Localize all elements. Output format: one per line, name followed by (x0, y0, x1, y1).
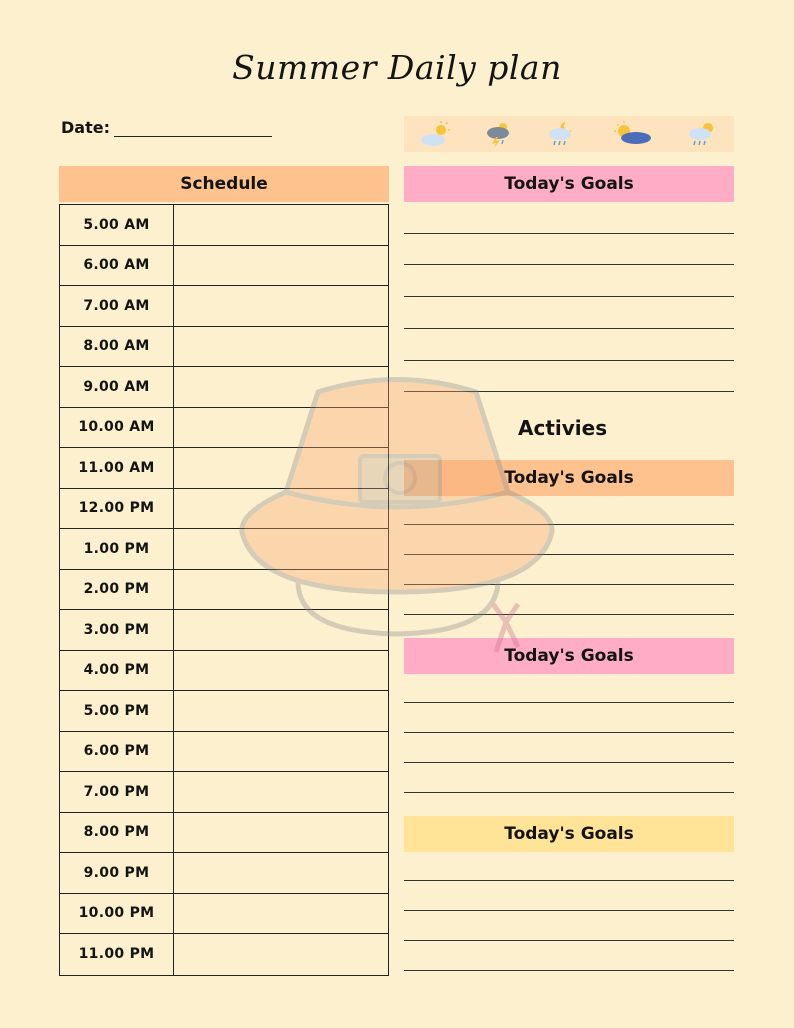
writing-line[interactable] (404, 732, 734, 733)
sun-rain-icon (682, 119, 722, 149)
goals-header-3: Today's Goals (404, 638, 734, 674)
schedule-slot[interactable] (174, 772, 388, 812)
partly-sunny-icon (416, 119, 456, 149)
schedule-slot[interactable] (174, 934, 388, 975)
sun-cloud-icon (605, 119, 659, 149)
time-label: 6.00 PM (60, 732, 174, 772)
time-label: 5.00 PM (60, 691, 174, 731)
date-label: Date: (61, 118, 110, 137)
writing-line[interactable] (404, 296, 734, 297)
night-rain-icon (542, 119, 582, 149)
schedule-row (60, 732, 388, 773)
goals-header-1: Today's Goals (404, 166, 734, 202)
date-field (61, 118, 272, 137)
schedule-header: Schedule (59, 166, 389, 202)
schedule-row (60, 205, 388, 246)
time-label: 9.00 AM (60, 367, 174, 407)
schedule-row (60, 327, 388, 368)
bucket-hat-icon (238, 372, 556, 662)
schedule-slot[interactable] (174, 853, 388, 893)
schedule-slot[interactable] (174, 894, 388, 934)
time-label: 3.00 PM (60, 610, 174, 650)
time-label: 11.00 AM (60, 448, 174, 488)
schedule-slot[interactable] (174, 691, 388, 731)
weather-strip (404, 116, 734, 152)
time-label: 10.00 AM (60, 408, 174, 448)
writing-line[interactable] (404, 762, 734, 763)
schedule-row (60, 691, 388, 732)
time-label: 12.00 PM (60, 489, 174, 529)
activities-heading: Activies (518, 416, 608, 440)
goals-header-4: Today's Goals (404, 816, 734, 852)
writing-line[interactable] (404, 233, 734, 234)
writing-line[interactable] (404, 702, 734, 703)
schedule-row (60, 286, 388, 327)
writing-line[interactable] (404, 940, 734, 941)
time-label: 4.00 PM (60, 651, 174, 691)
goals-header-2: Today's Goals (404, 460, 734, 496)
writing-line[interactable] (404, 792, 734, 793)
writing-line[interactable] (404, 970, 734, 971)
time-label: 9.00 PM (60, 853, 174, 893)
time-label: 7.00 PM (60, 772, 174, 812)
writing-line[interactable] (404, 328, 734, 329)
schedule-slot[interactable] (174, 286, 388, 326)
schedule-row (60, 772, 388, 813)
schedule-row (60, 934, 388, 975)
time-label: 8.00 AM (60, 327, 174, 367)
time-label: 6.00 AM (60, 246, 174, 286)
writing-line[interactable] (404, 360, 734, 361)
time-label: 7.00 AM (60, 286, 174, 326)
storm-icon (479, 119, 519, 149)
time-label: 1.00 PM (60, 529, 174, 569)
writing-line[interactable] (404, 880, 734, 881)
time-label: 11.00 PM (60, 934, 174, 975)
schedule-slot[interactable] (174, 732, 388, 772)
date-input-line[interactable] (114, 118, 272, 137)
schedule-row (60, 246, 388, 287)
schedule-slot[interactable] (174, 327, 388, 367)
schedule-slot[interactable] (174, 246, 388, 286)
schedule-row (60, 813, 388, 854)
writing-line[interactable] (404, 264, 734, 265)
page-title: Summer Daily plan (232, 48, 562, 87)
schedule-row (60, 853, 388, 894)
time-label: 2.00 PM (60, 570, 174, 610)
schedule-row (60, 894, 388, 935)
time-label: 8.00 PM (60, 813, 174, 853)
schedule-slot[interactable] (174, 813, 388, 853)
time-label: 10.00 PM (60, 894, 174, 934)
writing-line[interactable] (404, 910, 734, 911)
time-label: 5.00 AM (60, 205, 174, 245)
schedule-slot[interactable] (174, 205, 388, 245)
